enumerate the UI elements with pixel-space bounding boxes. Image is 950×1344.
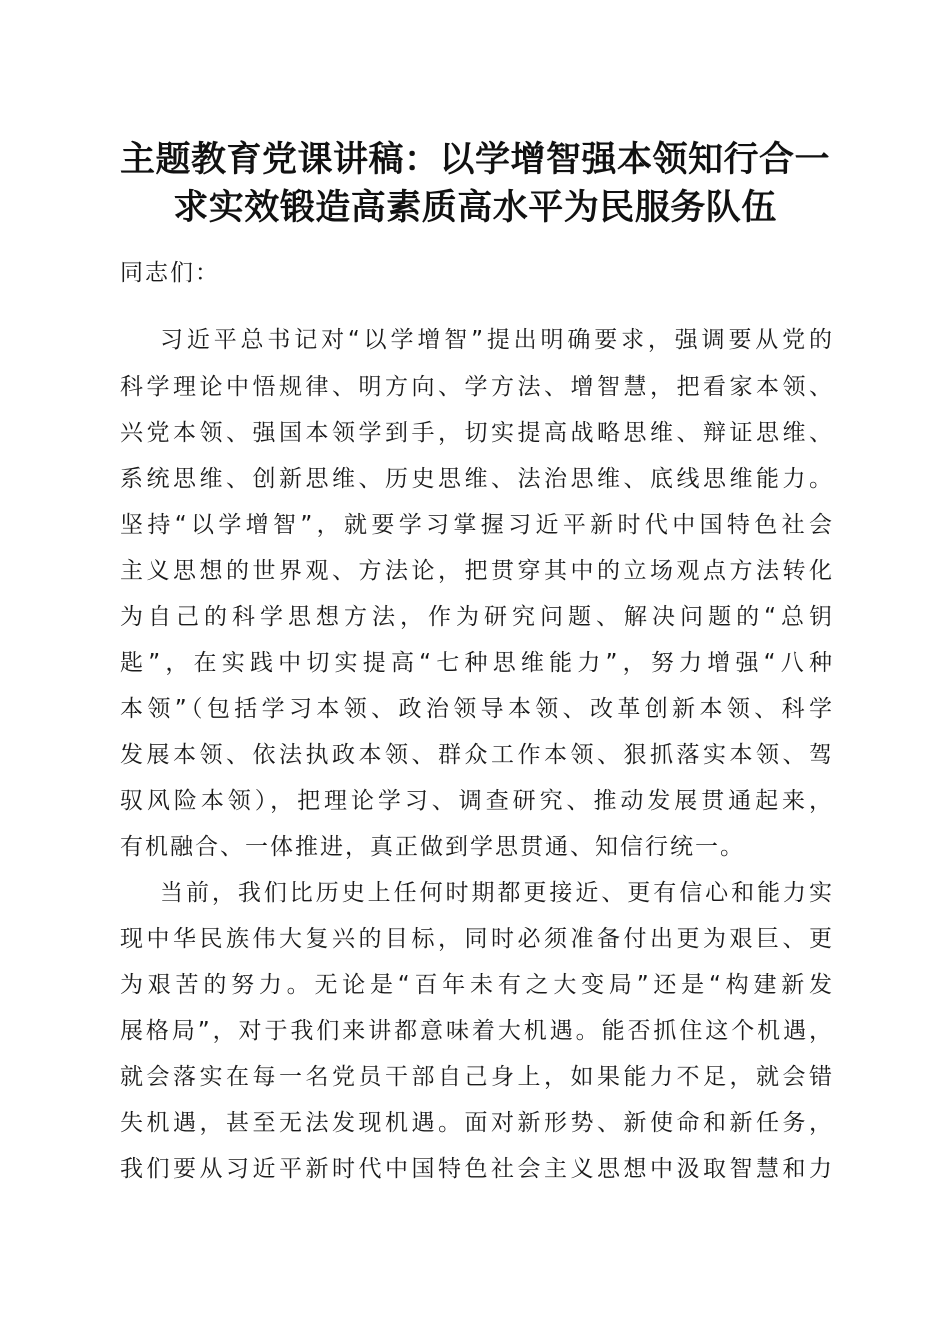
paragraph-1-line: 兴党本领、强国本领学到手，切实提高战略思维、辩证思维、 [120, 420, 832, 446]
paragraph-1-line: 系统思维、创新思维、历史思维、法治思维、底线思维能力。 [120, 466, 832, 492]
paragraph-2-line: 现中华民族伟大复兴的目标，同时必须准备付出更为艰巨、更 [120, 926, 832, 952]
document-title-line-1: 主题教育党课讲稿：以学增智强本领知行合一 [119, 139, 830, 180]
paragraph-1-line: 有机融合、一体推进，真正做到学思贯通、知信行统一。 [120, 834, 745, 860]
paragraph-2-line: 为艰苦的努力。无论是“百年未有之大变局”还是“构建新发 [120, 972, 832, 998]
salutation: 同志们： [120, 260, 220, 286]
paragraph-1-line: 本领”（包括学习本领、政治领导本领、改革创新本领、科学 [120, 696, 832, 722]
paragraph-2-line: 展格局”，对于我们来讲都意味着大机遇。能否抓住这个机遇， [120, 1018, 832, 1044]
paragraph-2-line: 我们要从习近平新时代中国特色社会主义思想中汲取智慧和力 [120, 1156, 832, 1182]
paragraph-2-line: 就会落实在每一名党员干部自己身上，如果能力不足，就会错 [120, 1064, 832, 1090]
paragraph-1-line: 习近平总书记对“以学增智”提出明确要求，强调要从党的 [160, 327, 832, 353]
paragraph-1-line: 匙”，在实践中切实提高“七种思维能力”，努力增强“八种 [120, 650, 832, 676]
document-title-line-2: 求实效锻造高素质高水平为民服务队伍 [173, 187, 777, 228]
paragraph-1-line: 坚持“以学增智”，就要学习掌握习近平新时代中国特色社会 [120, 512, 832, 538]
paragraph-1-line: 主义思想的世界观、方法论，把贯穿其中的立场观点方法转化 [120, 558, 832, 584]
paragraph-2-line: 当前，我们比历史上任何时期都更接近、更有信心和能力实 [160, 880, 832, 906]
paragraph-1-line: 为自己的科学思想方法，作为研究问题、解决问题的“总钥 [120, 604, 832, 630]
paragraph-1-line: 科学理论中悟规律、明方向、学方法、增智慧，把看家本领、 [120, 374, 832, 400]
paragraph-1-line: 发展本领、依法执政本领、群众工作本领、狠抓落实本领、驾 [120, 742, 832, 768]
paragraph-1-line: 驭风险本领），把理论学习、调查研究、推动发展贯通起来， [120, 788, 832, 814]
paragraph-2-line: 失机遇，甚至无法发现机遇。面对新形势、新使命和新任务， [120, 1110, 832, 1136]
